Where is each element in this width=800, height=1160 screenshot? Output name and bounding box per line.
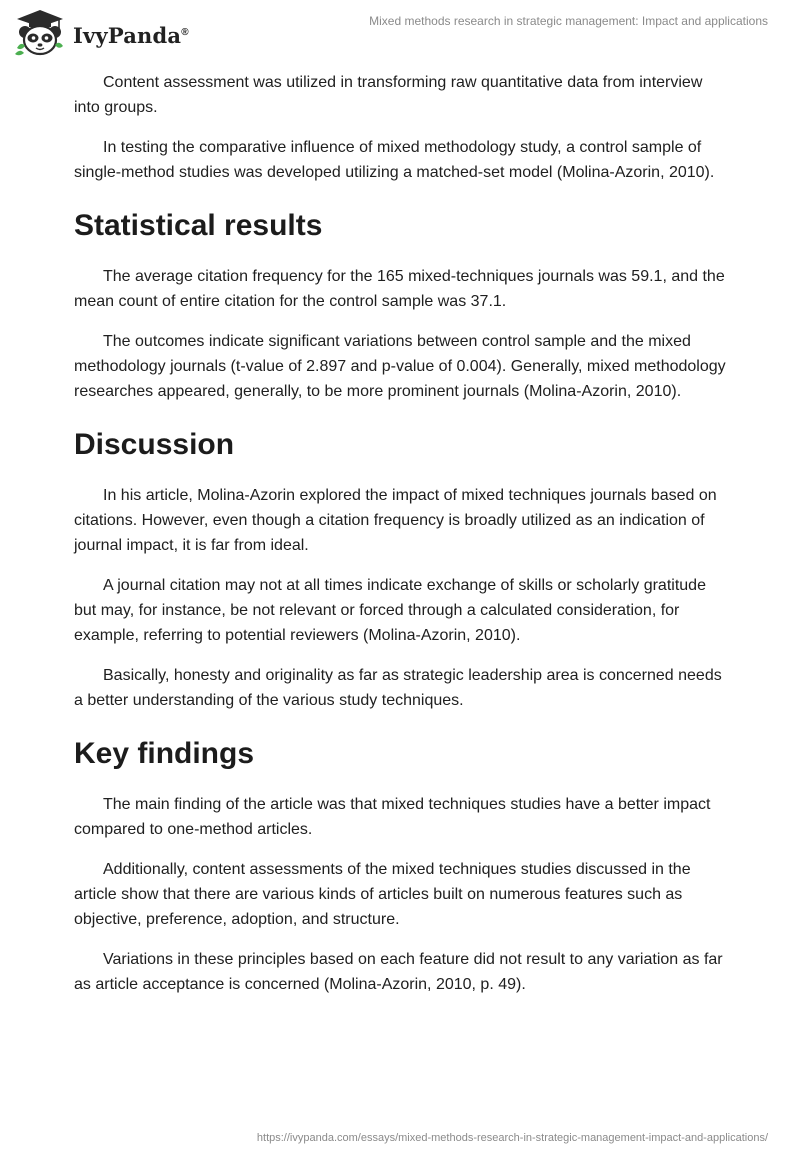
registered-mark: ® (181, 26, 189, 38)
source-url[interactable]: https://ivypanda.com/essays/mixed-methods-research-in-strategic-management-impact-and-applications/ (256, 1132, 768, 1144)
essay-body (74, 70, 730, 1012)
paragraph: Content assessment was utilized in transforming raw quantitative data from interview into groups. (74, 74, 703, 116)
section-heading-discussion: Discussion (74, 428, 235, 461)
paragraph: A journal citation may not at all times indicate exchange of skills or scholarly gratitude but may, for instance, be not relevant or forced through a calculated consideration, for example, referring to potential reviewers (Molina-Azorin, 2010). (74, 577, 706, 644)
paragraph: Variations in these principles based on each feature did not result to any variation as far as article acceptance is concerned (Molina-Azorin, 2010, p. 49). (74, 951, 723, 993)
paragraph: The average citation frequency for the 165 mixed-techniques journals was 59.1, and the mean count of entire citation for the control sample was 37.1. (74, 268, 725, 310)
panda-graduate-icon (13, 8, 67, 58)
paragraph: Additionally, content assessments of the mixed techniques studies discussed in the article show that there are various kinds of articles built on numerous features such as objective, preference, adoption, and structure. (74, 861, 691, 928)
ivypanda-logo[interactable] (13, 8, 189, 58)
brand-name: IvyPanda® (73, 22, 189, 48)
page-header (0, 0, 800, 70)
document-title: Mixed methods research in strategic management: Impact and applications (369, 14, 768, 28)
paragraph: In testing the comparative influence of mixed methodology study, a control sample of single-method studies was developed utilizing a matched-set model (Molina-Azorin, 2010). (74, 139, 715, 181)
section-heading-statistical-results: Statistical results (74, 209, 323, 242)
paragraph: The outcomes indicate significant variations between control sample and the mixed methodology journals (t-value of 2.897 and p-value of 0.004). Generally, mixed methodology researches appeared, generally, to be more prominent journals (Molina-Azorin, 2010). (74, 333, 726, 400)
section-heading-key-findings: Key findings (74, 737, 255, 770)
paragraph: The main finding of the article was that mixed techniques studies have a better impact compared to one-method articles. (74, 796, 711, 838)
paragraph: In his article, Molina-Azorin explored the impact of mixed techniques journals based on citations. However, even though a citation frequency is broadly utilized as an indication of journal impact, it is far from ideal. (74, 487, 717, 554)
paragraph: Basically, honesty and originality as far as strategic leadership area is concerned needs a better understanding of the various study techniques. (74, 667, 722, 709)
